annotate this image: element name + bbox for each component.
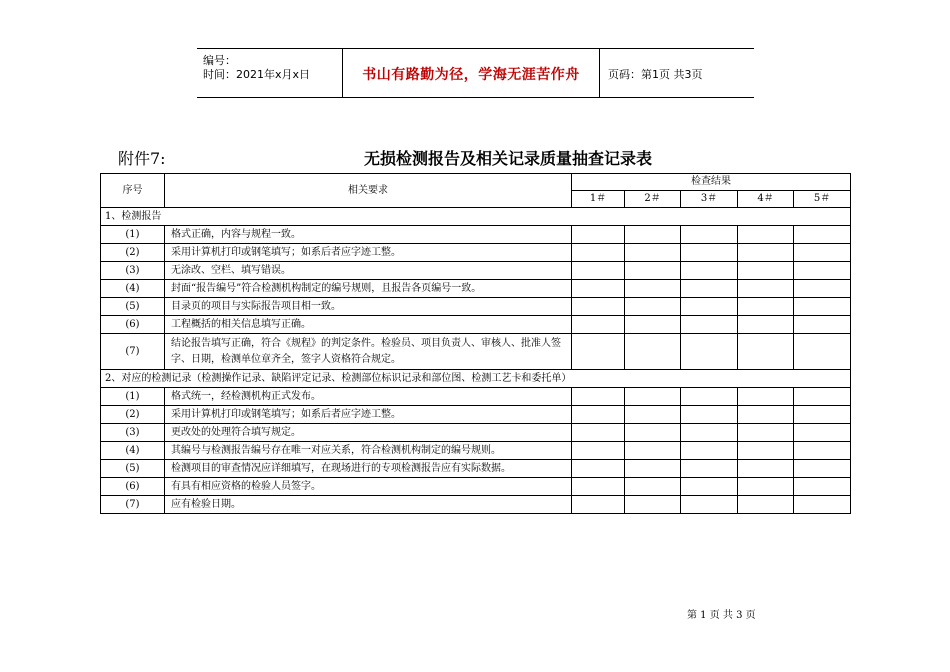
result-cell[interactable] [738,478,794,496]
row-number: (7) [101,496,165,514]
header-info-cell [197,49,343,97]
result-cell[interactable] [625,316,681,334]
result-cell[interactable] [738,388,794,406]
result-cell[interactable] [794,316,851,334]
result-cell[interactable] [681,496,738,514]
row-number: (5) [101,298,165,316]
result-cell[interactable] [572,298,625,316]
result-cell[interactable] [738,226,794,244]
row-requirement: 封面“报告编号”符合检测机构制定的编号规则，且报告各页编号一致。 [165,280,572,298]
section-title: 1、检测报告 [101,208,851,226]
result-cell[interactable] [572,424,625,442]
result-cell[interactable] [794,280,851,298]
result-cell[interactable] [738,496,794,514]
result-cell[interactable] [738,442,794,460]
table-row [101,406,851,424]
result-cell[interactable] [625,478,681,496]
document-number-label: 编号： [203,54,236,67]
row-number: (5) [101,460,165,478]
result-cell[interactable] [794,424,851,442]
table-row [101,280,851,298]
col-header-requirement: 相关要求 [165,174,572,208]
result-cell[interactable] [681,334,738,370]
table-row [101,424,851,442]
result-cell[interactable] [794,442,851,460]
result-cell[interactable] [681,424,738,442]
result-cell[interactable] [681,244,738,262]
row-number: (6) [101,316,165,334]
result-cell[interactable] [572,478,625,496]
table-row [101,478,851,496]
row-number: (3) [101,424,165,442]
result-cell[interactable] [738,316,794,334]
result-cell[interactable] [625,442,681,460]
header-page-cell [600,49,754,97]
row-requirement: 结论报告填写正确，符合《规程》的判定条件。检验员、项目负责人、审核人、批准人签字、日期，检测单位章齐全，签字人资格符合规定。 [165,334,572,370]
result-cell[interactable] [572,262,625,280]
result-cell[interactable] [681,478,738,496]
result-cell[interactable] [738,406,794,424]
result-cell[interactable] [794,244,851,262]
table-row [101,388,851,406]
result-cell[interactable] [681,442,738,460]
header-motto: 书山有路勤为径，学海无涯苦作舟 [362,67,580,83]
col-header-sample-1: 1＃ [572,191,625,208]
result-cell[interactable] [794,262,851,280]
result-cell[interactable] [681,316,738,334]
result-cell[interactable] [681,388,738,406]
table-header-row [101,174,851,191]
result-cell[interactable] [794,388,851,406]
result-cell[interactable] [572,334,625,370]
col-header-no: 序号 [101,174,165,208]
result-cell[interactable] [625,280,681,298]
header-page-label: 页码：第1页 共3页 [608,68,703,81]
result-cell[interactable] [738,280,794,298]
result-cell[interactable] [625,298,681,316]
attachment-label: 附件7: [118,149,166,168]
row-number: (3) [101,262,165,280]
result-cell[interactable] [738,244,794,262]
result-cell[interactable] [794,334,851,370]
col-header-sample-5: 5＃ [794,191,851,208]
result-cell[interactable] [625,406,681,424]
result-cell[interactable] [572,460,625,478]
result-cell[interactable] [572,496,625,514]
col-header-sample-4: 4＃ [738,191,794,208]
result-cell[interactable] [572,316,625,334]
table-row [101,460,851,478]
inspection-table [100,173,851,514]
result-cell[interactable] [625,226,681,244]
section-row [101,370,851,388]
table-row [101,316,851,334]
result-cell[interactable] [572,406,625,424]
result-cell[interactable] [625,496,681,514]
document-date-label: 时间：2021年x月x日 [203,68,311,81]
result-cell[interactable] [572,244,625,262]
header-motto-cell [343,49,600,97]
row-number: (7) [101,334,165,370]
page-title: 无损检测报告及相关记录质量抽查记录表 [364,149,653,168]
table-row [101,226,851,244]
row-requirement: 有具有相应资格的检验人员签字。 [165,478,572,496]
row-number: (2) [101,406,165,424]
row-requirement: 检测项目的审查情况应详细填写，在现场进行的专项检测报告应有实际数据。 [165,460,572,478]
result-cell[interactable] [625,334,681,370]
result-cell[interactable] [572,226,625,244]
result-cell[interactable] [794,298,851,316]
col-header-result: 检查结果 [572,174,851,191]
result-cell[interactable] [625,388,681,406]
row-requirement: 采用计算机打印或钢笔填写；如系后者应字迹工整。 [165,406,572,424]
table-row [101,244,851,262]
result-cell[interactable] [625,262,681,280]
result-cell[interactable] [794,478,851,496]
result-cell[interactable] [681,460,738,478]
row-number: (2) [101,244,165,262]
result-cell[interactable] [738,460,794,478]
result-cell[interactable] [794,496,851,514]
section-title: 2、对应的检测记录（检测操作记录、缺陷评定记录、检测部位标识记录和部位图、检测工艺卡和委托单） [101,370,851,388]
result-cell[interactable] [625,460,681,478]
page-footer: 第 1 页 共 3 页 [687,610,756,621]
section-row [101,208,851,226]
row-number: (4) [101,280,165,298]
table-row [101,334,851,370]
row-requirement: 目录页的项目与实际报告项目相一致。 [165,298,572,316]
document-header [197,48,754,98]
row-requirement: 更改处的处理符合填写规定。 [165,424,572,442]
row-requirement: 格式正确，内容与规程一致。 [165,226,572,244]
row-number: (1) [101,388,165,406]
result-cell[interactable] [681,262,738,280]
row-requirement: 采用计算机打印或钢笔填写；如系后者应字迹工整。 [165,244,572,262]
table-row [101,262,851,280]
result-cell[interactable] [794,460,851,478]
result-cell[interactable] [572,280,625,298]
result-cell[interactable] [794,226,851,244]
result-cell[interactable] [572,388,625,406]
result-cell[interactable] [738,334,794,370]
row-requirement: 工程概括的相关信息填写正确。 [165,316,572,334]
result-cell[interactable] [738,298,794,316]
col-header-sample-2: 2＃ [625,191,681,208]
result-cell[interactable] [794,406,851,424]
col-header-sample-3: 3＃ [681,191,738,208]
result-cell[interactable] [681,280,738,298]
result-cell[interactable] [572,442,625,460]
row-number: (6) [101,478,165,496]
result-cell[interactable] [738,424,794,442]
result-cell[interactable] [625,424,681,442]
row-requirement: 应有检验日期。 [165,496,572,514]
result-cell[interactable] [681,406,738,424]
result-cell[interactable] [738,262,794,280]
result-cell[interactable] [625,244,681,262]
row-number: (1) [101,226,165,244]
table-row [101,298,851,316]
table-row [101,496,851,514]
table-row [101,442,851,460]
row-requirement: 格式统一，经检测机构正式发布。 [165,388,572,406]
result-cell[interactable] [681,226,738,244]
result-cell[interactable] [681,298,738,316]
row-number: (4) [101,442,165,460]
row-requirement: 无涂改、空栏、填写错误。 [165,262,572,280]
row-requirement: 其编号与检测报告编号存在唯一对应关系，符合检测机构制定的编号规则。 [165,442,572,460]
